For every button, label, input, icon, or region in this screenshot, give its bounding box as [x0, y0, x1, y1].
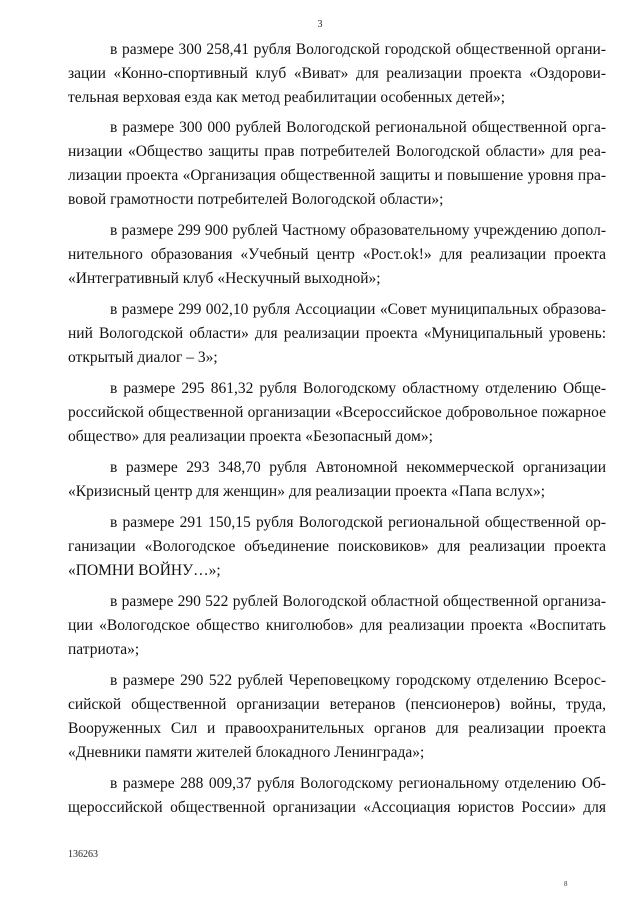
text-line: в размере 290 522 рублей Череповецкому городскому отделению Всерос- [110, 672, 606, 689]
text-line: в размере 293 348,70 рубля Автономной некоммерческой организации [110, 459, 606, 476]
text-line: лизации проекта «Организация общественной защиты и повышение уровня пра- [68, 167, 606, 184]
text-line: вовой грамотности потребителей Вологодской области»; [68, 191, 444, 208]
text-line: щероссийской общественной организации «Ассоциация юристов России» для [68, 799, 606, 816]
document-code: 136263 [68, 849, 98, 860]
text-line: в размере 295 861,32 рубля Вологодскому областному отделению Обще- [110, 380, 606, 397]
text-line: ганизации «Вологодское объединение поисковиков» для реализации проекта [68, 538, 606, 555]
text-line: зации «Конно-спортивный клуб «Виват» для реализации проекта «Оздорови- [68, 65, 606, 82]
text-line: в размере 288 009,37 рубля Вологодскому региональному отделению Об- [110, 775, 606, 792]
text-line: патриота»; [68, 641, 140, 658]
text-line: общество» для реализации проекта «Безопасный дом»; [68, 428, 433, 445]
text-line: «ПОМНИ ВОЙНУ…»; [68, 562, 221, 579]
text-line: низации «Общество защиты прав потребителей Вологодской области» для реа- [68, 143, 606, 160]
text-line: «Дневники памяти жителей блокадного Ленинграда»; [68, 744, 425, 761]
text-line: в размере 291 150,15 рубля Вологодской региональной общественной ор- [110, 514, 606, 531]
text-line: ции «Вологодское общество книголюбов» для реализации проекта «Воспитать [68, 617, 606, 634]
text-line: в размере 300 000 рублей Вологодской региональной общественной орга- [110, 119, 606, 136]
text-line: сийской общественной организации ветеранов (пенсионеров) войны, труда, [68, 696, 606, 713]
page-number: 3 [317, 19, 323, 30]
text-line: открытый диалог – 3»; [68, 349, 218, 366]
text-line: российской общественной организации «Всероссийское добровольное пожарное [68, 404, 606, 421]
text-line: в размере 290 522 рублей Вологодской областной общественной организа- [110, 593, 606, 610]
text-line: в размере 299 002,10 рубля Ассоциации «Совет муниципальных образова- [110, 301, 606, 318]
text-line: «Кризисный центр для женщин» для реализации проекта «Папа вслух»; [68, 483, 546, 500]
text-line: тельная верховая езда как метод реабилитации особенных детей»; [68, 89, 506, 106]
text-line: Вооруженных Сил и правоохранительных органов для реализации проекта [68, 720, 606, 737]
corner-mark: 8 [564, 880, 568, 888]
text-line: нительного образования «Учебный центр «Рост.ok!» для реализации проекта [68, 246, 606, 263]
text-line: в размере 300 258,41 рубля Вологодской городской общественной органи- [110, 41, 606, 58]
text-line: «Интегративный клуб «Нескучный выходной»; [68, 270, 381, 287]
text-line: ний Вологодской области» для реализации проекта «Муниципальный уровень: [68, 325, 606, 342]
text-line: в размере 299 900 рублей Частному образовательному учреждению допол- [110, 222, 606, 239]
